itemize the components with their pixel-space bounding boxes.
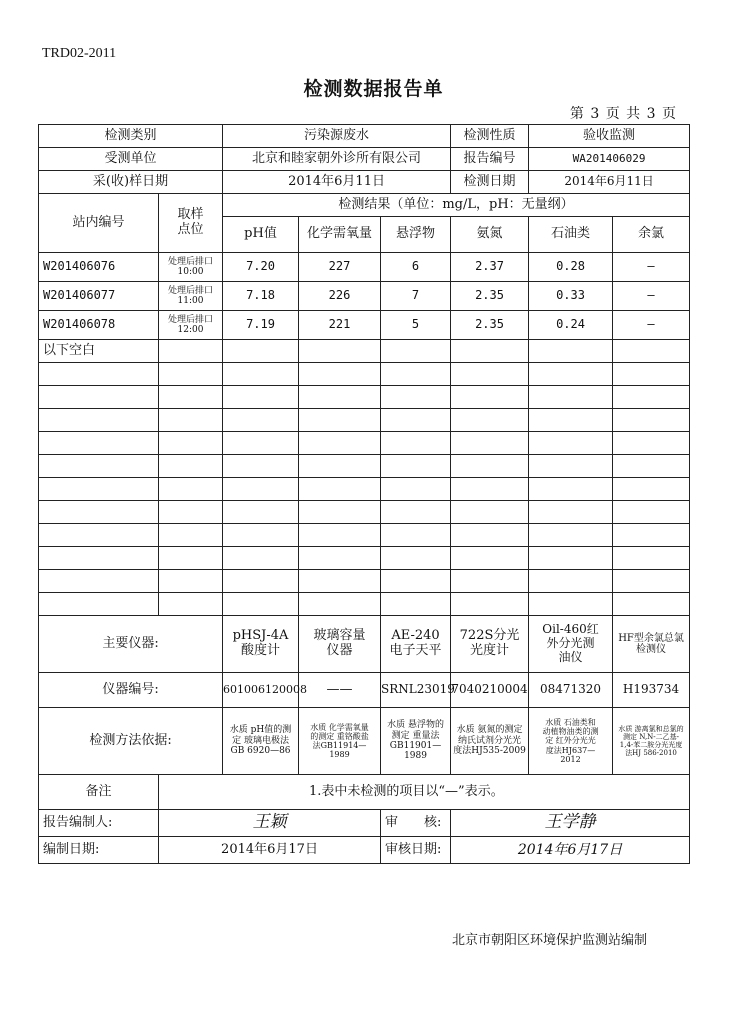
instrument-no-label: 仪器编号: (39, 673, 223, 708)
method: 水质 游离氯和总氯的 测定 N,N-二乙基- 1,4-苯二胺分光光度 法HJ 586-2010 (613, 708, 690, 775)
sample-date-value: 2014年6月11日 (223, 171, 451, 194)
footer-issuer: 北京市朝阳区环境保护监测站编制 (451, 933, 647, 948)
instrument: 722S分光 光度计 (451, 616, 529, 673)
page-title: 检测数据报告单 (303, 78, 444, 100)
cell-ss: 6 (381, 253, 451, 282)
method: 水质 化学需氧量 的测定 重铬酸盐 法GB11914— 1989 (299, 708, 381, 775)
sampling-point: 处理后排口 12:00 (159, 311, 223, 340)
cell-nh3n: 2.35 (451, 282, 529, 311)
cell-residual-chlorine: — (613, 253, 690, 282)
unit-label: 受测单位 (39, 148, 223, 171)
col-header: 余氯 (613, 217, 690, 253)
prepared-by-label: 报告编制人: (39, 810, 159, 837)
category-label: 检测类别 (39, 125, 223, 148)
reviewer-label: 审 核: (381, 810, 451, 837)
instrument-no: 7040210004 (451, 673, 529, 708)
table-row (39, 282, 690, 311)
instrument: Oil-460红 外分光测 油仪 (529, 616, 613, 673)
instrument-no: 601006120008 (223, 673, 299, 708)
col-header: 化学需氧量 (299, 217, 381, 253)
station-id: W201406078 (39, 311, 159, 340)
cell-nh3n: 2.35 (451, 311, 529, 340)
category-value: 污染源废水 (223, 125, 451, 148)
instrument-no: H193734 (613, 673, 690, 708)
prepare-date-value: 2014年6月17日 (159, 837, 381, 864)
sampling-point: 处理后排口 11:00 (159, 282, 223, 311)
cell-cod: 221 (299, 311, 381, 340)
col-header: pH值 (223, 217, 299, 253)
table-row (39, 311, 690, 340)
prepare-date-label: 编制日期: (39, 837, 159, 864)
table-row (39, 253, 690, 282)
instrument-no: —— (299, 673, 381, 708)
cell-cod: 227 (299, 253, 381, 282)
reviewer-signature: 王学静 (451, 810, 690, 837)
cell-ph: 7.20 (223, 253, 299, 282)
instrument: HF型余氯总氯 检测仪 (613, 616, 690, 673)
sample-date-label: 采(收)样日期 (39, 171, 223, 194)
method: 水质 悬浮物的 测定 重量法 GB11901—1989 (381, 708, 451, 775)
review-date-label: 审核日期: (381, 837, 451, 864)
page-number: 第 3 页 共 3 页 (569, 106, 677, 122)
instruments-label: 主要仪器: (39, 616, 223, 673)
cell-oil: 0.28 (529, 253, 613, 282)
review-date-value: 2014年6月17日 (451, 837, 690, 864)
instrument: 玻璃容量 仪器 (299, 616, 381, 673)
station-no-header: 站内编号 (39, 194, 159, 253)
cell-residual-chlorine: — (613, 282, 690, 311)
results-group-header: 检测结果（单位：mg/L，pH：无量纲） (223, 194, 690, 217)
instrument: AE-240 电子天平 (381, 616, 451, 673)
cell-ss: 7 (381, 282, 451, 311)
remark-text: 1.表中未检测的项目以“—”表示。 (159, 775, 690, 810)
col-header: 悬浮物 (381, 217, 451, 253)
document-code: TRD02-2011 (42, 46, 117, 61)
cell-oil: 0.24 (529, 311, 613, 340)
sampling-point-header: 取样 点位 (159, 194, 223, 253)
report-table (38, 124, 690, 864)
cell-cod: 226 (299, 282, 381, 311)
remark-label: 备注 (39, 775, 159, 810)
report-no-value: WA201406029 (529, 148, 690, 171)
nature-value: 验收监测 (529, 125, 690, 148)
station-id: W201406077 (39, 282, 159, 311)
cell-residual-chlorine: — (613, 311, 690, 340)
blank-note: 以下空白 (39, 340, 159, 363)
station-id: W201406076 (39, 253, 159, 282)
test-date-label: 检测日期 (451, 171, 529, 194)
instrument: pHSJ-4A 酸度计 (223, 616, 299, 673)
cell-ph: 7.18 (223, 282, 299, 311)
cell-nh3n: 2.37 (451, 253, 529, 282)
unit-value: 北京和睦家朝外诊所有限公司 (223, 148, 451, 171)
method-label: 检测方法依据: (39, 708, 223, 775)
cell-ss: 5 (381, 311, 451, 340)
cell-ph: 7.19 (223, 311, 299, 340)
col-header: 石油类 (529, 217, 613, 253)
method: 水质 pH值的测 定 玻璃电极法 GB 6920—86 (223, 708, 299, 775)
col-header: 氨氮 (451, 217, 529, 253)
report-no-label: 报告编号 (451, 148, 529, 171)
instrument-no: 08471320 (529, 673, 613, 708)
test-date-value: 2014年6月11日 (529, 171, 690, 194)
method: 水质 氨氮的测定 纳氏试剂分光光 度法HJ535-2009 (451, 708, 529, 775)
prepared-by-signature: 王颖 (159, 810, 381, 837)
method: 水质 石油类和 动植物油类的测 定 红外分光光 度法HJ637— 2012 (529, 708, 613, 775)
cell-oil: 0.33 (529, 282, 613, 311)
instrument-no: SRNL23019 (381, 673, 451, 708)
sampling-point: 处理后排口 10:00 (159, 253, 223, 282)
nature-label: 检测性质 (451, 125, 529, 148)
